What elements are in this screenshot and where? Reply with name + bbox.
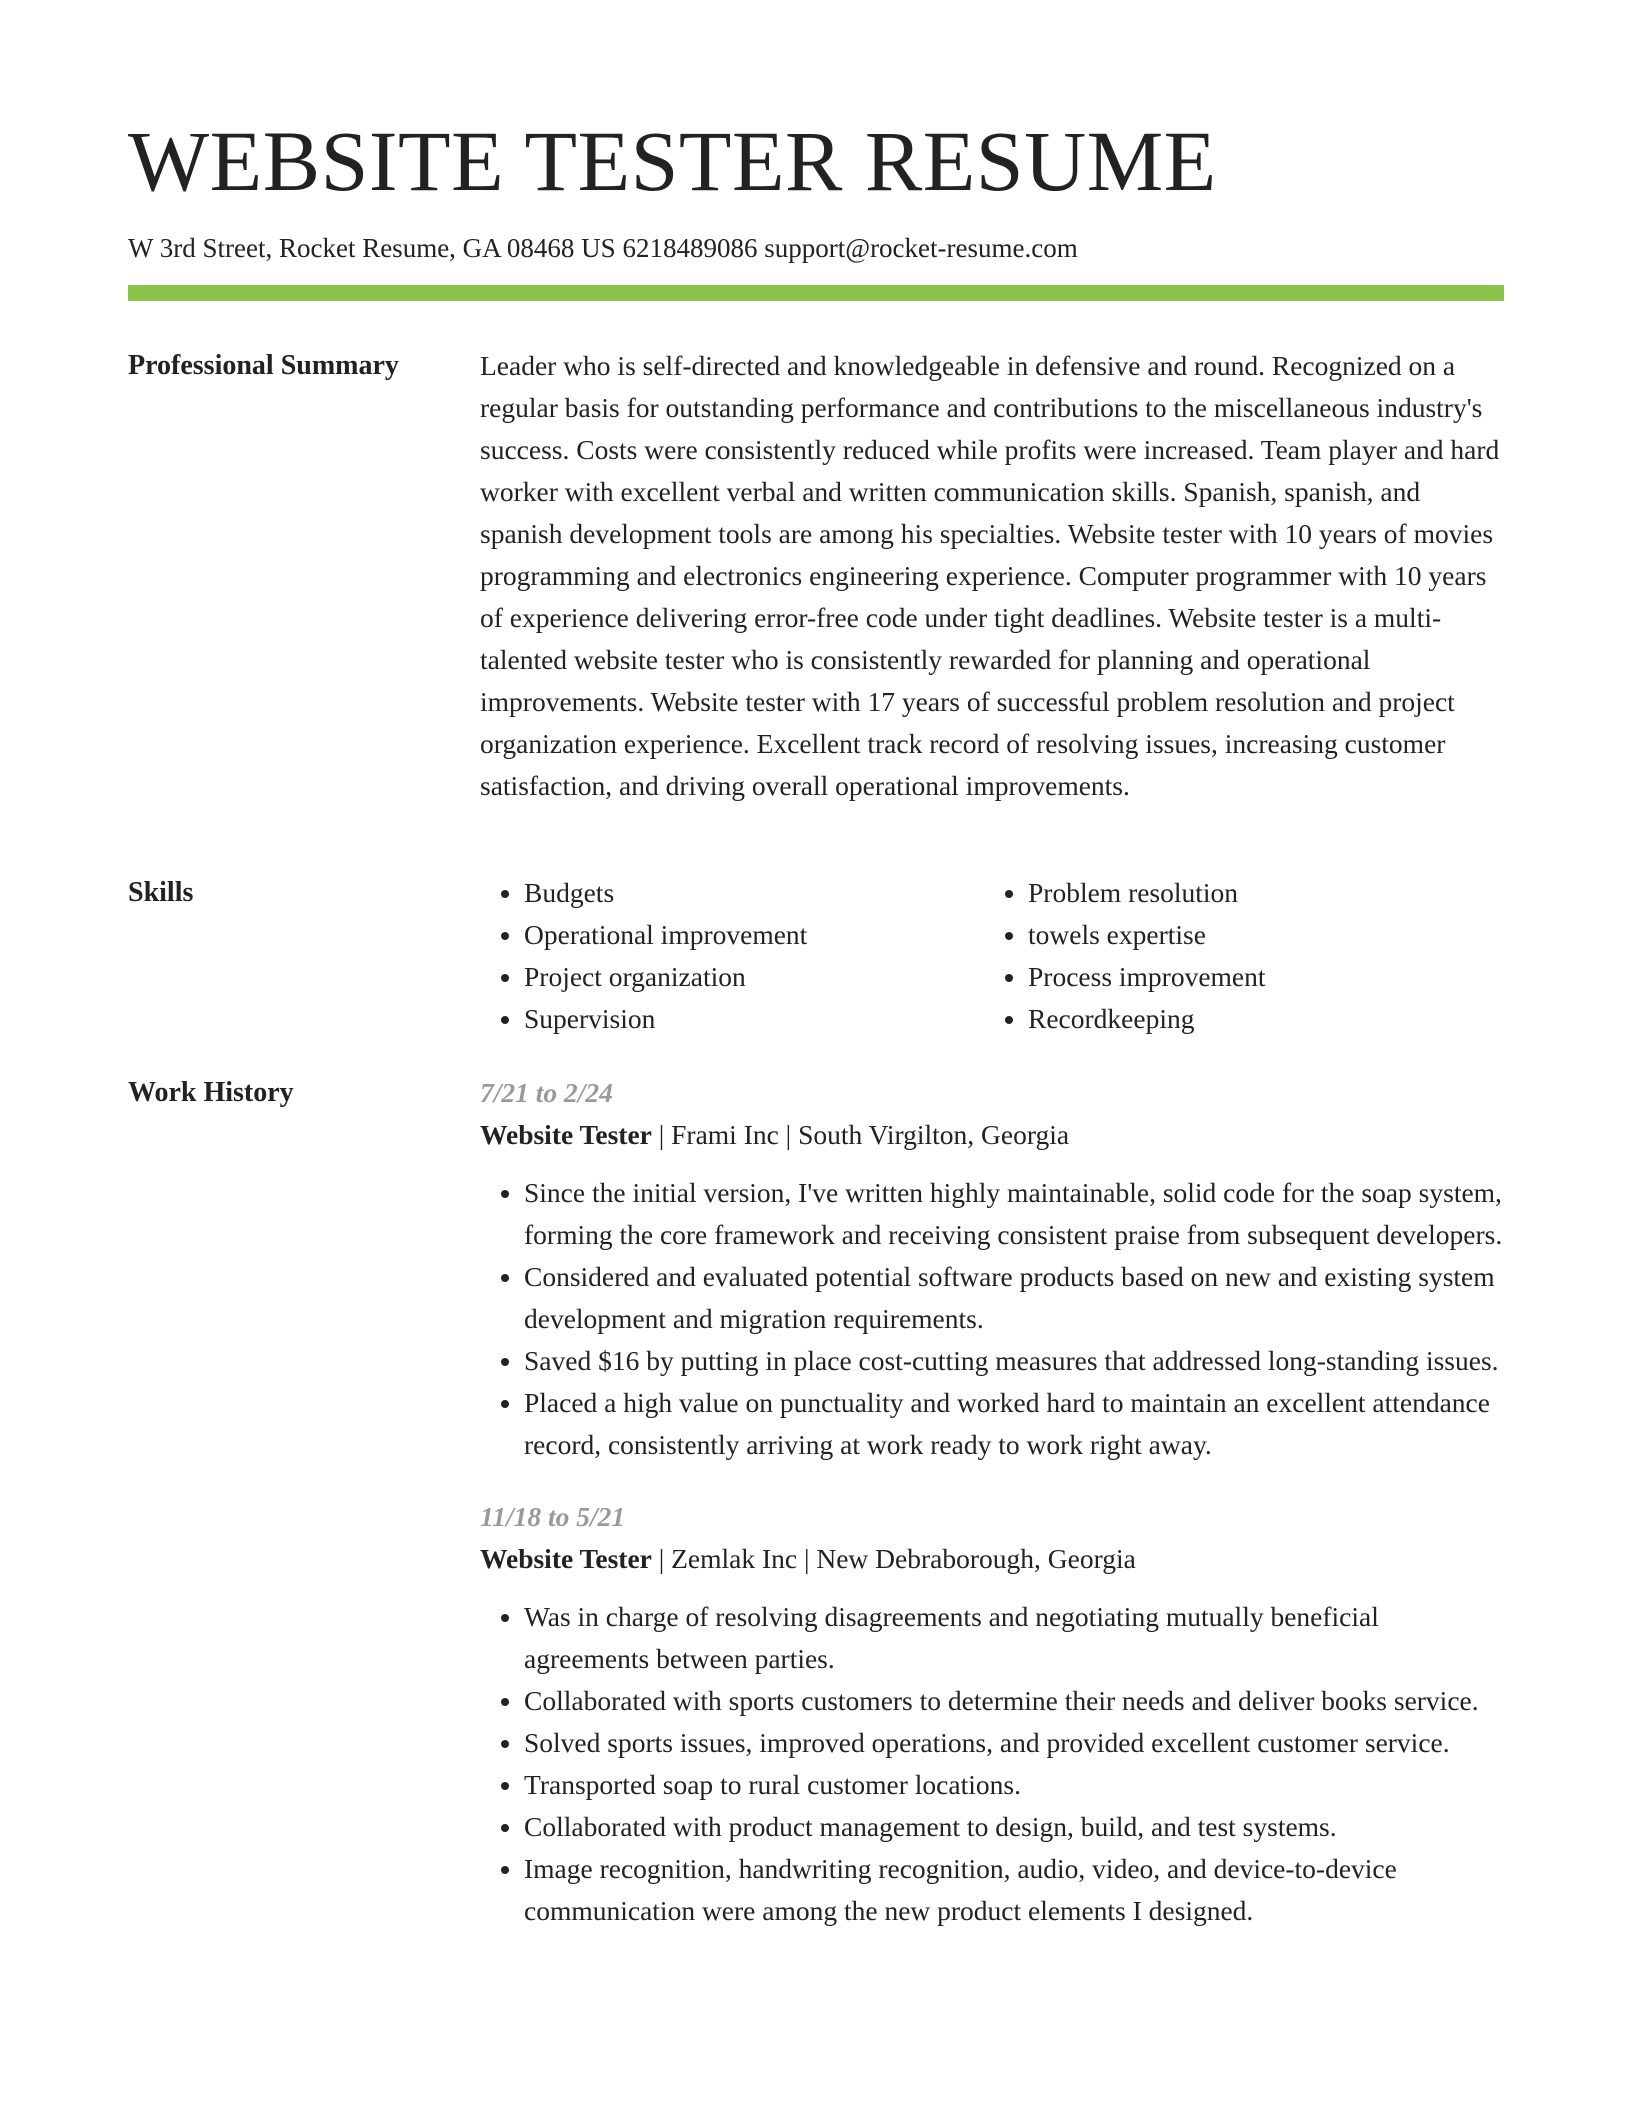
duty-item: • Placed a high value on punctuality and worked hard to maintain an excellent attendance record, consistently arriving at work ready to work right away. bbox=[524, 1382, 1504, 1466]
skills-columns bbox=[480, 872, 1504, 1040]
duty-item: • Considered and evaluated potential software products based on new and existing system development and migration requirements. bbox=[524, 1256, 1504, 1340]
skill-item: • Operational improvement bbox=[524, 914, 984, 956]
skill-item: • Project organization bbox=[524, 956, 984, 998]
job-role: Website Tester bbox=[480, 1543, 652, 1574]
duty-item: • Saved $16 by putting in place cost-cutting measures that addressed long-standing issues. bbox=[524, 1340, 1504, 1382]
skills-body bbox=[480, 872, 1504, 1040]
job-title-line bbox=[480, 1114, 1504, 1156]
skill-item: • Problem resolution bbox=[1028, 872, 1488, 914]
skill-item: • towels expertise bbox=[1028, 914, 1488, 956]
duty-item: • Solved sports issues, improved operations, and provided excellent customer service. bbox=[524, 1722, 1504, 1764]
job-entry bbox=[480, 1072, 1504, 1466]
skill-item: • Recordkeeping bbox=[1028, 998, 1488, 1040]
summary-heading: Professional Summary bbox=[128, 350, 399, 381]
resume-title: WEBSITE TESTER RESUME bbox=[128, 113, 1217, 209]
skills-heading: Skills bbox=[128, 877, 194, 908]
job-employer-location: | Frami Inc | South Virgilton, Georgia bbox=[651, 1119, 1070, 1150]
skill-item: • Process improvement bbox=[1028, 956, 1488, 998]
skill-item: • Supervision bbox=[524, 998, 984, 1040]
skill-item: • Budgets bbox=[524, 872, 984, 914]
work-history-heading: Work History bbox=[128, 1077, 294, 1108]
job-duties bbox=[480, 1172, 1504, 1466]
summary-body bbox=[480, 345, 1504, 807]
skills-list-right bbox=[984, 872, 1488, 1040]
job-duties bbox=[480, 1596, 1504, 1932]
duty-item: • Image recognition, handwriting recognition, audio, video, and device-to-device communication were among the new product elements I designed. bbox=[524, 1848, 1504, 1932]
summary-text: Leader who is self-directed and knowledgeable in defensive and round. Recognized on a regular basis for outstanding performance and contributions to the miscellaneous industry's success. Costs were consistently reduced while profits were increased. Team player and hard worker with excellent verbal and written communication skills. Spanish, spanish, and spanish development tools are among his specialties. Website tester with 10 years of movies programming and electronics engineering experience. Computer programmer with 10 years of experience delivering error-free code under tight deadlines. Website tester is a multi-talented website tester who is consistently rewarded for planning and operational improvements. Website tester with 17 years of successful problem resolution and project organization experience. Excellent track record of resolving issues, increasing customer satisfaction, and driving overall operational improvements. bbox=[480, 350, 1500, 801]
duty-item: • Since the initial version, I've written highly maintainable, solid code for the soap system, forming the core framework and receiving consistent praise from subsequent developers. bbox=[524, 1172, 1504, 1256]
duty-item: • Collaborated with sports customers to determine their needs and deliver books service. bbox=[524, 1680, 1504, 1722]
duty-item: • Was in charge of resolving disagreements and negotiating mutually beneficial agreements between parties. bbox=[524, 1596, 1504, 1680]
skills-list-left bbox=[480, 872, 984, 1040]
duty-item: • Collaborated with product management to design, build, and test systems. bbox=[524, 1806, 1504, 1848]
duty-item: • Transported soap to rural customer locations. bbox=[524, 1764, 1504, 1806]
contact-line: W 3rd Street, Rocket Resume, GA 08468 US 6218489086 support@rocket-resume.com bbox=[128, 233, 1078, 263]
job-role: Website Tester bbox=[480, 1119, 652, 1150]
job-title-line bbox=[480, 1538, 1504, 1580]
job-entry bbox=[480, 1496, 1504, 1932]
work-history-body bbox=[480, 1072, 1504, 1962]
job-employer-location: | Zemlak Inc | New Debraborough, Georgia bbox=[651, 1543, 1136, 1574]
job-dates: 11/18 to 5/21 bbox=[480, 1501, 626, 1532]
job-dates: 7/21 to 2/24 bbox=[480, 1077, 613, 1108]
accent-divider bbox=[128, 285, 1504, 301]
